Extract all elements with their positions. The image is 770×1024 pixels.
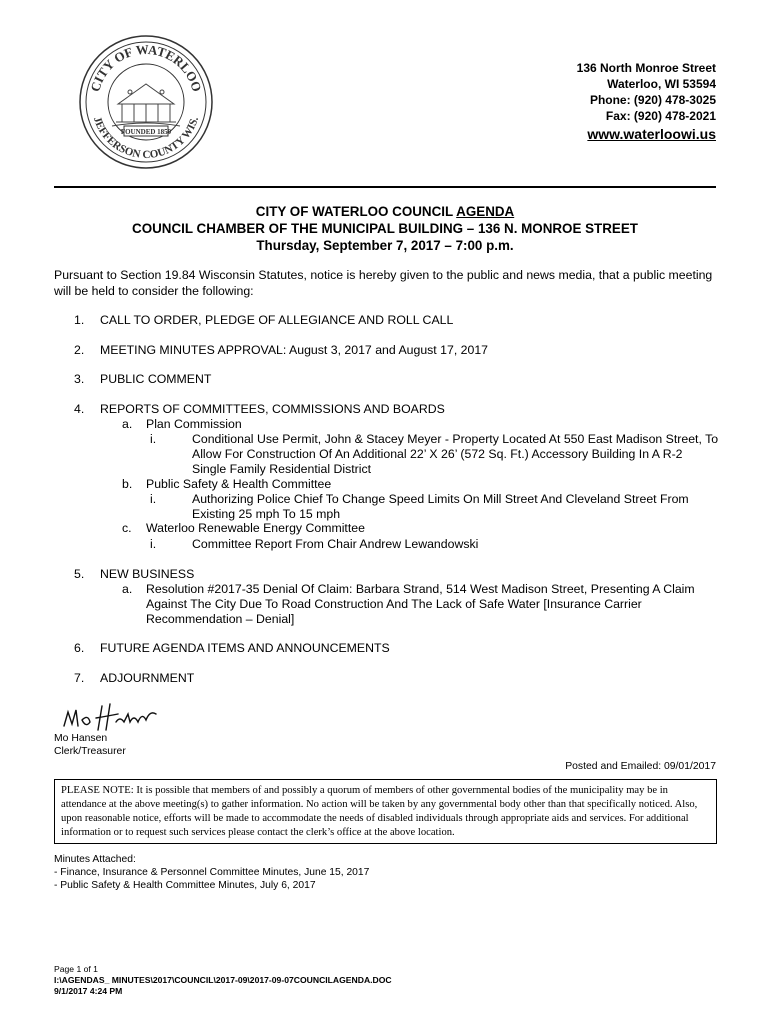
title-agenda-word: AGENDA xyxy=(456,204,515,219)
title-prefix: CITY OF WATERLOO COUNCIL xyxy=(255,204,457,219)
fax-number: Fax: (920) 478-2021 xyxy=(605,109,716,123)
agenda-item-4b-i xyxy=(150,492,720,522)
item-text: NEW BUSINESS xyxy=(100,567,195,581)
agenda-item-4c-i xyxy=(150,537,720,552)
agenda-item-5a xyxy=(122,582,722,627)
item-number: 7. xyxy=(74,671,85,685)
agenda-item-3 xyxy=(54,372,211,387)
attachment-item: - Finance, Insurance & Personnel Committee Minutes, June 15, 2017 xyxy=(54,867,370,878)
address-block xyxy=(577,60,716,142)
item-text: MEETING MINUTES APPROVAL: August 3, 2017 and August 17, 2017 xyxy=(100,343,489,357)
item-text: REPORTS OF COMMITTEES, COMMISSIONS AND BOARDS xyxy=(100,402,445,416)
svg-text:CITY OF WATERLOO xyxy=(87,42,205,94)
title-line-3: Thursday, September 7, 2017 – 7:00 p.m. xyxy=(256,238,514,253)
sub-letter: a. xyxy=(122,417,133,431)
agenda-item-7 xyxy=(54,671,194,686)
sub-text: Resolution #2017-35 Denial Of Claim: Barbara Strand, 514 West Madison Street, Presenting A Claim Against The City Due To Road Construction And The Lack of Safe Water [Insurance Carrier Recommendation – Denial] xyxy=(146,582,695,626)
item-number: 1. xyxy=(74,313,85,327)
roman-numeral: i. xyxy=(150,432,157,446)
agenda-item-4c xyxy=(122,521,365,536)
item-number: 5. xyxy=(74,567,85,581)
sub-sub-text: Conditional Use Permit, John & Stacey Meyer - Property Located At 550 East Madison Street, To Allow For Construction Of An Additional 22’ X 26’ (572 Sq. Ft.) Accessory Building In A R-2 Single Family Residential District xyxy=(192,432,719,476)
page-number: Page 1 of 1 xyxy=(54,964,98,974)
seal-founded-text: FOUNDED 1859 xyxy=(120,128,172,136)
sub-sub-text: Committee Report From Chair Andrew Lewandowski xyxy=(192,537,479,551)
agenda-item-4b xyxy=(122,477,331,492)
sub-text: Plan Commission xyxy=(146,417,242,431)
agenda-item-1 xyxy=(54,313,453,328)
agenda-item-4a xyxy=(122,417,242,432)
sub-sub-text: Authorizing Police Chief To Change Speed Limits On Mill Street And Cleveland Street From Existing 25 mph To 15 mph xyxy=(192,492,689,521)
item-number: 3. xyxy=(74,372,85,386)
clerk-title: Clerk/Treasurer xyxy=(54,746,126,757)
item-number: 6. xyxy=(74,641,85,655)
sub-letter: b. xyxy=(122,477,133,491)
agenda-title xyxy=(54,203,716,254)
agenda-item-4 xyxy=(54,402,445,417)
seal-bottom-text: JEFFERSON COUNTY WIS. xyxy=(90,115,202,162)
street-address: 136 North Monroe Street xyxy=(576,61,716,75)
posted-date: Posted and Emailed: 09/01/2017 xyxy=(565,761,716,772)
clerk-signature-block xyxy=(54,732,126,758)
city-state-zip: Waterloo, WI 53594 xyxy=(607,77,716,91)
agenda-item-4a-i xyxy=(150,432,720,477)
intro-paragraph: Pursuant to Section 19.84 Wisconsin Statutes, notice is hereby given to the public and news media, that a public meeting will be held to consider the following: xyxy=(54,268,713,298)
agenda-item-2 xyxy=(54,343,488,358)
item-text: FUTURE AGENDA ITEMS AND ANNOUNCEMENTS xyxy=(100,641,390,655)
sub-letter: c. xyxy=(122,521,132,535)
roman-numeral: i. xyxy=(150,537,157,551)
sub-text: Public Safety & Health Committee xyxy=(146,477,332,491)
item-number: 4. xyxy=(74,402,85,416)
sub-letter: a. xyxy=(122,582,133,596)
city-seal-logo xyxy=(78,34,214,170)
seal-top-text: CITY OF WATERLOO xyxy=(87,41,205,94)
attachment-item: - Public Safety & Health Committee Minutes, July 6, 2017 xyxy=(54,880,316,891)
attachments-heading: Minutes Attached: xyxy=(54,854,136,865)
agenda-item-5 xyxy=(54,567,194,582)
sub-text: Waterloo Renewable Energy Committee xyxy=(146,521,365,535)
attachments-list xyxy=(54,853,369,892)
item-text: PUBLIC COMMENT xyxy=(100,372,212,386)
clerk-name: Mo Hansen xyxy=(54,733,108,744)
item-text: CALL TO ORDER, PLEDGE OF ALLEGIANCE AND ROLL CALL xyxy=(100,313,454,327)
handwritten-signature xyxy=(60,700,160,734)
item-number: 2. xyxy=(74,343,85,357)
phone-number: Phone: (920) 478-3025 xyxy=(589,93,716,107)
file-path: I:\AGENDAS_ MINUTES\2017\COUNCIL\2017-09\2017-09-07COUNCILAGENDA.DOC xyxy=(54,975,392,985)
website-link[interactable]: www.waterloowi.us xyxy=(587,126,716,142)
document-footer xyxy=(54,964,392,997)
title-line-2: COUNCIL CHAMBER OF THE MUNICIPAL BUILDING – 136 N. MONROE STREET xyxy=(132,221,638,236)
title-line-1 xyxy=(54,203,716,220)
roman-numeral: i. xyxy=(150,492,157,506)
header-divider xyxy=(54,186,716,188)
print-datetime: 9/1/2017 4:24 PM xyxy=(54,986,123,996)
item-text: ADJOURNMENT xyxy=(100,671,195,685)
public-notice-box: PLEASE NOTE: It is possible that members of and possibly a quorum of members of other governmental bodies of the municipality may be in attendance at the above meeting(s) to gather information. No action will be taken by any governmental body other than that specifically noticed. Also, upon reasonable notice, efforts will be made to accommodate the needs of disabled individuals through appropriate aids and services. For additional information or to request such services please contact the clerk’s office at the above location. xyxy=(54,779,717,844)
agenda-item-6 xyxy=(54,641,390,656)
